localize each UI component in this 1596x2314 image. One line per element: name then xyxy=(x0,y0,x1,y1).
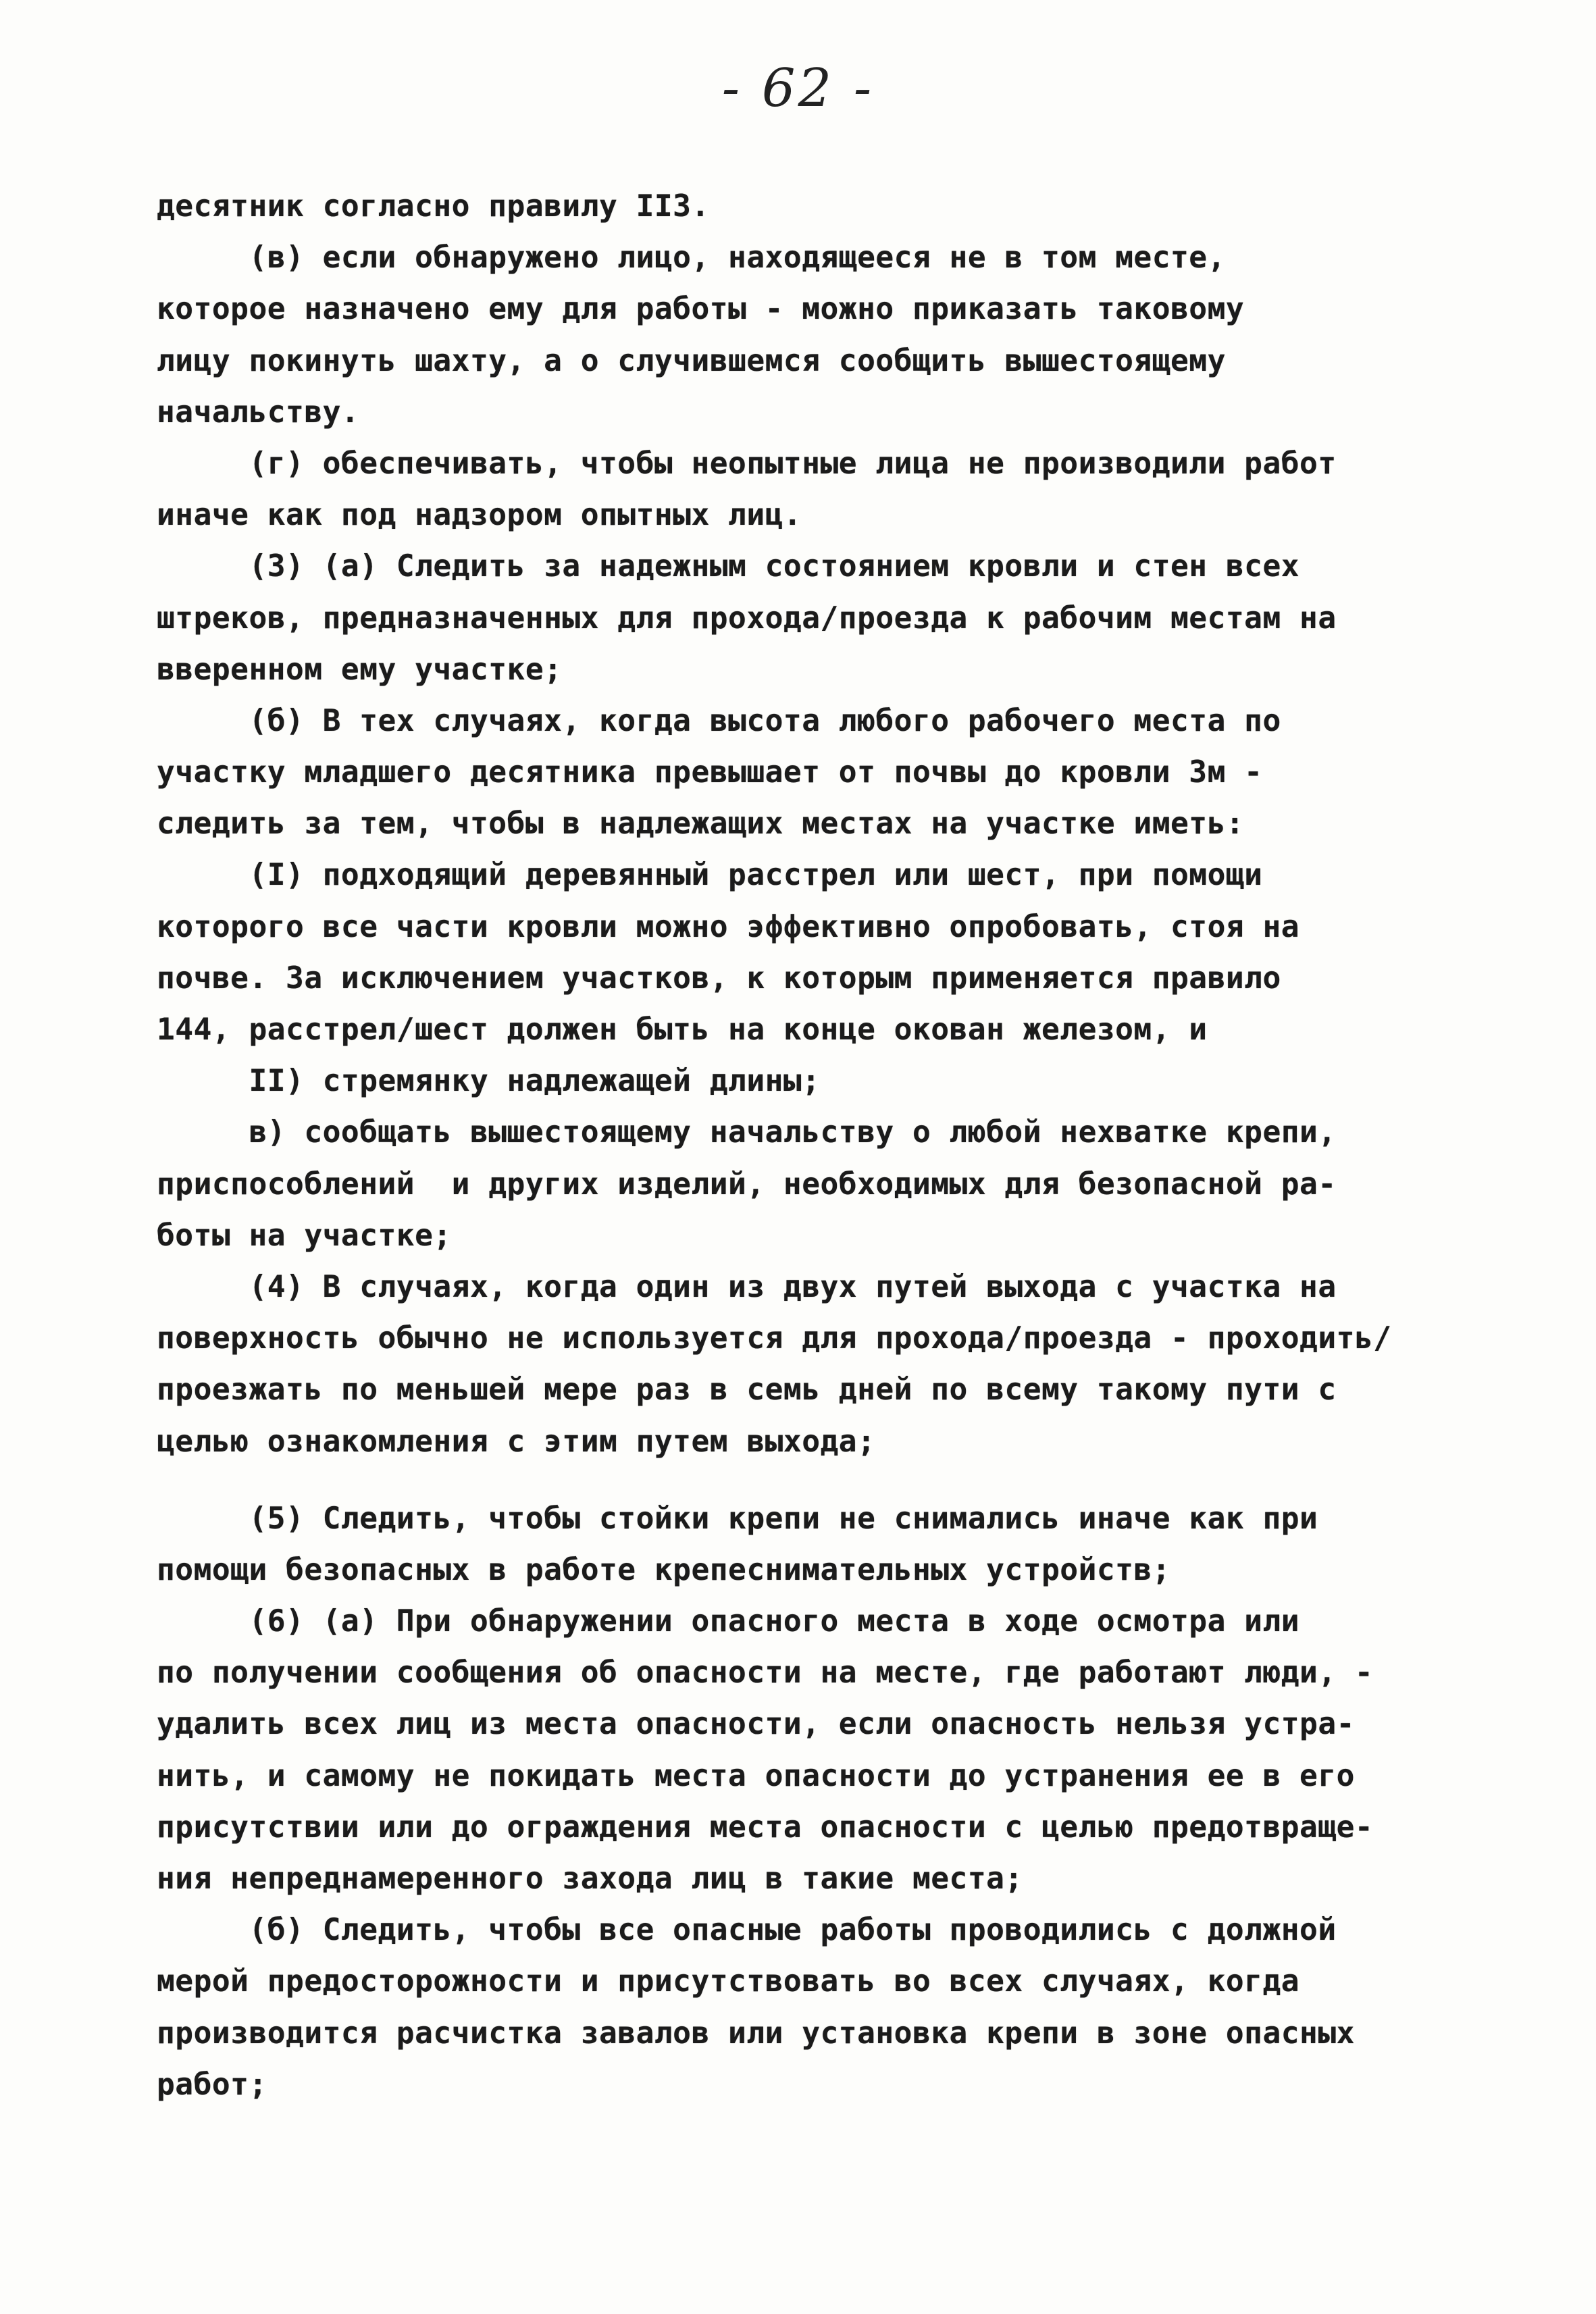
document-body xyxy=(157,181,1508,2111)
paragraph-gap xyxy=(157,1468,1508,1493)
text-line: участку младшего десятника превышает от почвы до кровли 3м - xyxy=(157,755,1263,790)
text-line: почве. За исключением участков, к которым применяется правило xyxy=(157,960,1281,996)
text-line: (I) подходящий деревянный расстрел или шест, при помощи xyxy=(157,858,1263,893)
text-line: вверенном ему участке; xyxy=(157,652,563,687)
text-line: помощи безопасных в работе крепеснимательных устройств; xyxy=(157,1552,1171,1587)
text-line: в) сообщать вышестоящему начальству о любой нехватке крепи, xyxy=(157,1115,1337,1150)
text-line: (6) (а) При обнаружении опасного места в ходе осмотра или xyxy=(157,1604,1300,1639)
text-line: целью ознакомления с этим путем выхода; xyxy=(157,1424,876,1459)
text-line: (б) В тех случаях, когда высота любого рабочего места по xyxy=(157,703,1281,738)
text-line: лицу покинуть шахту, а о случившемся сообщить вышестоящему xyxy=(157,343,1226,378)
text-line: десятник согласно правилу II3. xyxy=(157,189,710,224)
text-line: (б) Следить, чтобы все опасные работы проводились с должной xyxy=(157,1913,1337,1948)
text-line: присутствии или до ограждения места опасности с целью предотвраще- xyxy=(157,1809,1374,1845)
text-line: приспособлений и других изделий, необходимых для безопасной ра- xyxy=(157,1166,1337,1202)
text-line: (5) Следить, чтобы стойки крепи не снимались иначе как при xyxy=(157,1501,1318,1536)
text-line: (4) В случаях, когда один из двух путей выхода с участка на xyxy=(157,1269,1337,1304)
text-line: II) стремянку надлежащей длины; xyxy=(157,1064,821,1099)
text-line: удалить всех лиц из места опасности, если опасность нельзя устра- xyxy=(157,1707,1355,1742)
text-line: иначе как под надзором опытных лиц. xyxy=(157,498,802,533)
text-line: которого все части кровли можно эффективно опробовать, стоя на xyxy=(157,909,1300,944)
text-line: которое назначено ему для работы - можно приказать таковому xyxy=(157,292,1245,327)
text-line: работ; xyxy=(157,2067,267,2102)
page-number: - 62 - xyxy=(721,58,875,119)
text-line: проезжать по меньшей мере раз в семь дней по всему такому пути с xyxy=(157,1372,1337,1408)
text-line: начальству. xyxy=(157,394,360,430)
text-line: мерой предосторожности и присутствовать во всех случаях, когда xyxy=(157,1964,1300,1999)
text-line: (3) (а) Следить за надежным состоянием кровли и стен всех xyxy=(157,549,1300,584)
text-line: (г) обеспечивать, чтобы неопытные лица не производили работ xyxy=(157,446,1337,481)
text-line: (в) если обнаружено лицо, находящееся не в том месте, xyxy=(157,240,1226,276)
text-line: боты на участке; xyxy=(157,1218,452,1253)
text-line: нить, и самому не покидать места опасности до устранения ее в его xyxy=(157,1758,1355,1793)
text-line: ния непреднамеренного захода лиц в такие места; xyxy=(157,1861,1023,1896)
text-line: 144, расстрел/шест должен быть на конце окован железом, и xyxy=(157,1012,1208,1047)
text-line: следить за тем, чтобы в надлежащих местах на участке иметь: xyxy=(157,806,1245,842)
text-line: производится расчистка завалов или установка крепи в зоне опасных xyxy=(157,2015,1355,2051)
text-line: по получении сообщения об опасности на месте, где работают люди, - xyxy=(157,1655,1374,1691)
text-line: поверхность обычно не используется для прохода/проезда - проходить/ xyxy=(157,1321,1392,1356)
text-line: штреков, предназначенных для прохода/проезда к рабочим местам на xyxy=(157,600,1337,636)
